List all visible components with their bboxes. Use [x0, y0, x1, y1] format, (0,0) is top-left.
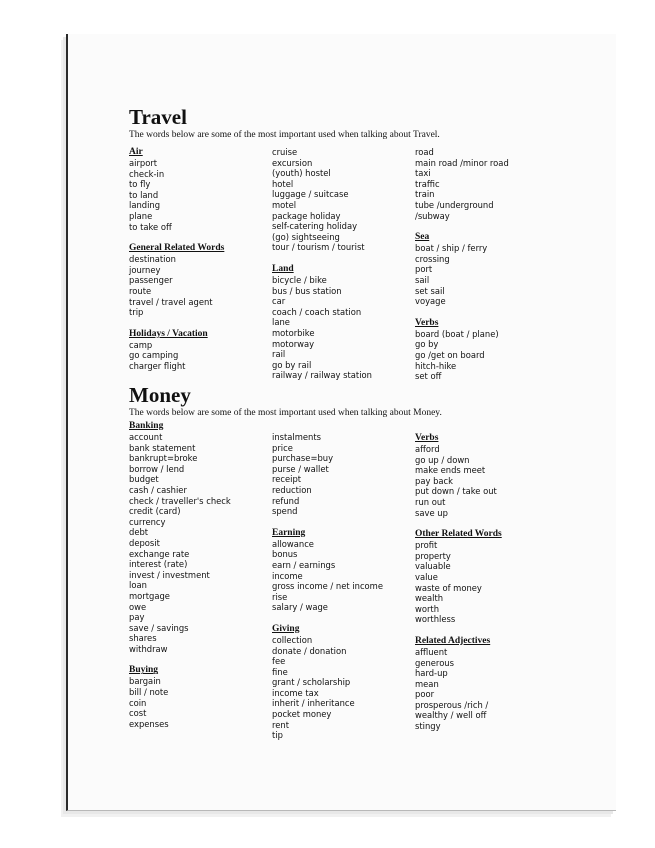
- word: value: [415, 571, 438, 582]
- group-heading: Air: [129, 147, 143, 157]
- word: save up: [415, 507, 448, 518]
- word: check / traveller's check: [129, 495, 231, 506]
- word: journey: [129, 264, 161, 275]
- travel-column-1: [129, 147, 269, 372]
- word: income tax: [272, 687, 319, 698]
- word: wealthy / well off: [415, 710, 487, 721]
- word: spend: [272, 506, 298, 517]
- word: exchange rate: [129, 548, 190, 559]
- word: property: [415, 550, 451, 561]
- word: traffic: [415, 178, 440, 189]
- word: rail: [272, 349, 286, 360]
- word: package holiday: [272, 210, 341, 221]
- word-list: [415, 444, 555, 518]
- word: rent: [272, 719, 290, 730]
- group-heading: Verbs: [415, 317, 439, 328]
- word-list: [415, 147, 555, 221]
- travel-column-2: [272, 147, 412, 381]
- word: coin: [129, 697, 147, 708]
- word: port: [415, 264, 433, 275]
- word: road: [415, 147, 434, 157]
- word-list: [272, 635, 412, 741]
- word-group-air: [129, 147, 269, 232]
- word: price: [272, 442, 293, 453]
- word: currency: [129, 516, 166, 527]
- word-group-money-verbs: [415, 433, 555, 518]
- word: worth: [415, 603, 440, 614]
- word: passenger: [129, 275, 173, 286]
- word: donate / donation: [272, 645, 347, 656]
- word: earn / earnings: [272, 559, 336, 570]
- word: valuable: [415, 561, 451, 572]
- word: trip: [129, 307, 144, 318]
- word: loan: [129, 580, 147, 591]
- word: go /get on board: [415, 349, 485, 360]
- word-list: [129, 340, 269, 372]
- word: bill / note: [129, 687, 169, 698]
- group-heading: Giving: [272, 623, 300, 634]
- word-group-payment: [272, 432, 412, 517]
- word: profit: [415, 540, 438, 551]
- word-group-giving: [272, 624, 412, 741]
- word-group-earning: [272, 528, 412, 613]
- word: interest (rate): [129, 559, 188, 570]
- word: airport: [129, 158, 158, 168]
- word: go camping: [129, 350, 179, 361]
- word: owe: [129, 601, 147, 612]
- word: motorway: [272, 338, 315, 349]
- word: tip: [272, 730, 283, 741]
- word: landing: [129, 200, 161, 211]
- word: credit (card): [129, 506, 181, 517]
- group-heading: Sea: [415, 232, 430, 243]
- word: cruise: [272, 147, 298, 157]
- word: destination: [129, 254, 176, 265]
- group-heading: General Related Words: [129, 243, 225, 254]
- word: voyage: [415, 296, 446, 307]
- word-list: [415, 647, 555, 732]
- word-group-land: [272, 264, 412, 381]
- word-group-buying: [129, 665, 269, 729]
- word: hitch-hike: [415, 360, 457, 371]
- word: inherit / inheritance: [272, 698, 355, 709]
- group-heading: Holidays / Vacation: [129, 328, 208, 339]
- word-list: [129, 676, 269, 729]
- word-group-holidays: [129, 329, 269, 372]
- word: pay back: [415, 475, 453, 486]
- word: pocket money: [272, 709, 332, 720]
- word-group-road: [415, 147, 555, 221]
- group-heading: Related Adjectives: [415, 635, 491, 646]
- group-heading: Other Related Words: [415, 529, 502, 540]
- word: (youth) hostel: [272, 168, 331, 179]
- word: rise: [272, 591, 288, 602]
- word: gross income / net income: [272, 581, 383, 592]
- word: instalments: [272, 432, 322, 442]
- word: bicycle / bike: [272, 274, 327, 285]
- word: tube /underground: [415, 199, 494, 210]
- travel-title: Travel: [129, 105, 187, 129]
- word: motorbike: [272, 327, 315, 338]
- word-list: [129, 158, 269, 232]
- word: taxi: [415, 168, 431, 179]
- word: budget: [129, 474, 159, 485]
- word: lane: [272, 317, 290, 328]
- word: borrow / lend: [129, 463, 185, 474]
- word: train: [415, 189, 435, 200]
- word: refund: [272, 495, 300, 506]
- word: to fly: [129, 179, 151, 190]
- word: receipt: [272, 474, 302, 485]
- word: waste of money: [415, 582, 482, 593]
- word: to take off: [129, 221, 172, 232]
- word: (go) sightseeing: [272, 231, 340, 242]
- word-group-general-related: [129, 243, 269, 318]
- word: travel / travel agent: [129, 296, 213, 307]
- word: pay: [129, 612, 145, 623]
- word: stingy: [415, 721, 441, 732]
- word: bonus: [272, 549, 298, 560]
- word-list: [415, 329, 555, 382]
- word: check-in: [129, 168, 165, 179]
- word: cash / cashier: [129, 484, 187, 495]
- word: grant / scholarship: [272, 677, 351, 688]
- word: debt: [129, 527, 149, 538]
- word: charger flight: [129, 360, 186, 371]
- word-group-banking: [129, 421, 269, 654]
- word: mean: [415, 678, 439, 689]
- money-column-3: [415, 433, 555, 732]
- group-heading: Earning: [272, 527, 306, 538]
- word-list: [129, 432, 269, 654]
- word: coach / coach station: [272, 306, 362, 317]
- money-title: Money: [129, 383, 191, 407]
- word: crossing: [415, 253, 450, 264]
- word: income: [272, 570, 303, 581]
- group-heading: Land: [272, 263, 294, 274]
- word: make ends meet: [415, 465, 486, 476]
- group-heading: Verbs: [415, 433, 439, 443]
- group-heading: Buying: [129, 665, 159, 676]
- word-list: [272, 432, 412, 517]
- word: invest / investment: [129, 569, 210, 580]
- money-column-2: [272, 432, 412, 741]
- word: fine: [272, 666, 288, 677]
- word: purse / wallet: [272, 463, 329, 474]
- word: boat / ship / ferry: [415, 243, 488, 254]
- word-list: [129, 254, 269, 318]
- word: motel: [272, 199, 297, 210]
- word: wealth: [415, 593, 444, 604]
- money-column-1: [129, 421, 269, 729]
- word: affluent: [415, 646, 448, 657]
- word: camp: [129, 339, 153, 350]
- word: set off: [415, 371, 442, 382]
- word: bank statement: [129, 442, 196, 453]
- paper-stack-edge: [62, 40, 64, 800]
- word: cost: [129, 708, 147, 719]
- word-group-sea: [415, 232, 555, 307]
- word: run out: [415, 496, 446, 507]
- word: main road /minor road: [415, 157, 509, 168]
- word: excursion: [272, 157, 313, 168]
- word: expenses: [129, 718, 169, 729]
- word: worthless: [415, 614, 456, 625]
- word: hotel: [272, 178, 294, 189]
- word: self-catering holiday: [272, 221, 358, 232]
- word: poor: [415, 689, 435, 700]
- word: board (boat / plane): [415, 328, 499, 339]
- word: put down / take out: [415, 486, 497, 497]
- word: fee: [272, 656, 286, 667]
- word-list: [272, 539, 412, 613]
- group-heading: Banking: [129, 421, 164, 431]
- word: bankrupt=broke: [129, 453, 198, 464]
- word-list: [415, 540, 555, 625]
- word: luggage / suitcase: [272, 189, 349, 200]
- word: go by rail: [272, 359, 312, 370]
- word: plane: [129, 210, 153, 221]
- word: mortgage: [129, 590, 170, 601]
- word: bus / bus station: [272, 285, 342, 296]
- word-list: [272, 147, 412, 253]
- word: reduction: [272, 484, 312, 495]
- word: bargain: [129, 676, 161, 687]
- word-group-other-related: [415, 529, 555, 625]
- word: route: [129, 285, 152, 296]
- word: salary / wage: [272, 602, 328, 613]
- word: sail: [415, 274, 430, 285]
- word: set sail: [415, 285, 445, 296]
- word: car: [272, 296, 286, 307]
- word: /subway: [415, 210, 450, 221]
- word: prosperous /rich /: [415, 699, 489, 710]
- word-group-accommodation: [272, 147, 412, 253]
- word: collection: [272, 634, 313, 645]
- word: tour / tourism / tourist: [272, 242, 365, 253]
- word-group-related-adjectives: [415, 636, 555, 732]
- word-list: [272, 275, 412, 381]
- word: allowance: [272, 538, 314, 549]
- word: go up / down: [415, 454, 470, 465]
- money-intro: The words below are some of the most important used when talking about Money.: [129, 408, 442, 418]
- word: go by: [415, 339, 439, 350]
- word: deposit: [129, 537, 160, 548]
- word: hard-up: [415, 668, 448, 679]
- travel-intro: The words below are some of the most important used when talking about Travel.: [129, 130, 440, 140]
- word: railway / railway station: [272, 370, 372, 381]
- word: withdraw: [129, 643, 168, 654]
- word: generous: [415, 657, 454, 668]
- word: account: [129, 432, 163, 442]
- word: purchase=buy: [272, 453, 334, 464]
- travel-column-3: [415, 147, 555, 382]
- word: afford: [415, 444, 440, 454]
- word: save / savings: [129, 622, 189, 633]
- word: shares: [129, 633, 157, 644]
- word-group-travel-verbs: [415, 318, 555, 382]
- word-list: [415, 243, 555, 307]
- word: to land: [129, 189, 159, 200]
